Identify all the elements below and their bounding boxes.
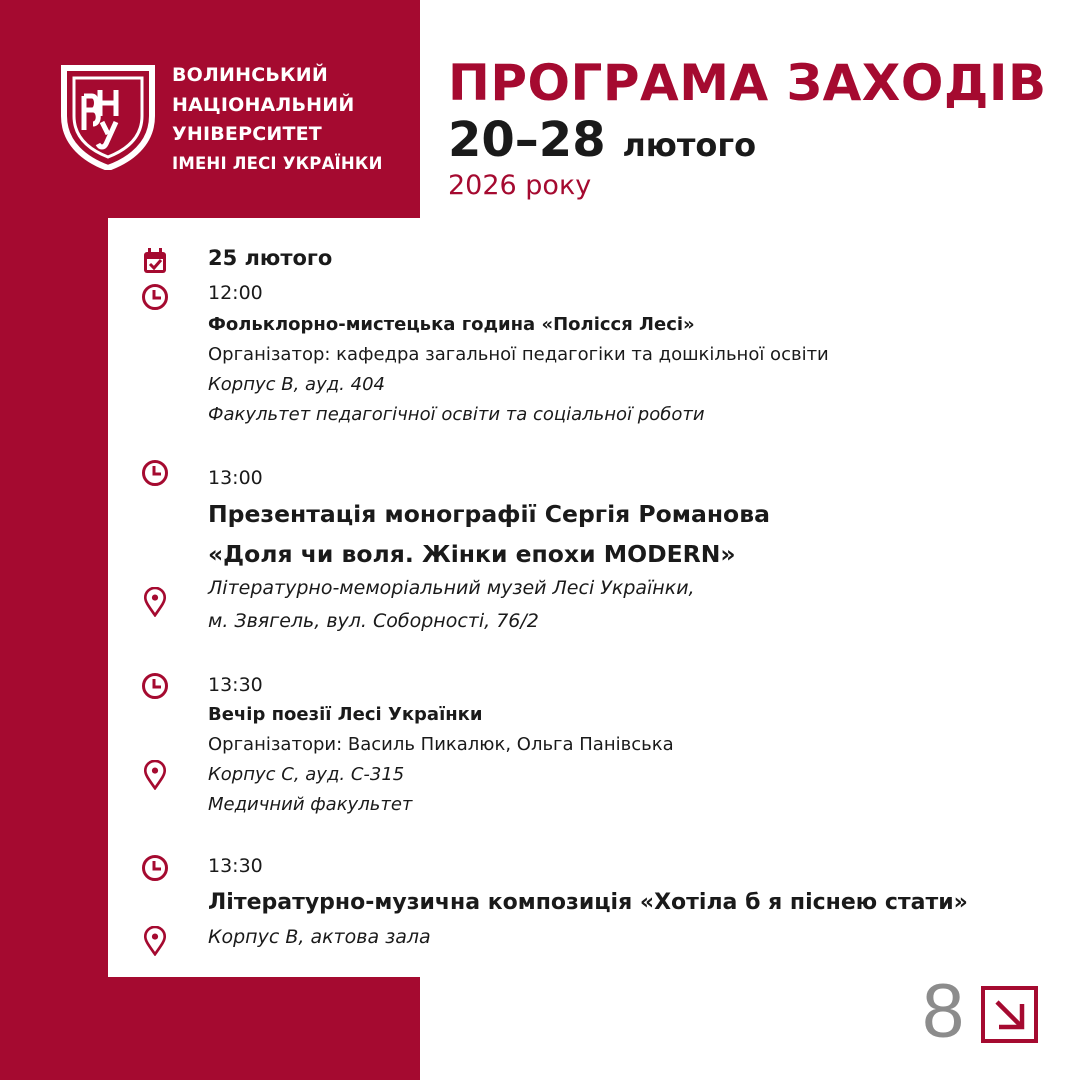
- event-2-time: 13:00: [208, 467, 263, 489]
- university-name-line-1: ВОЛИНСЬКИЙ: [172, 64, 328, 86]
- event-2-location-line-1: Літературно-меморіальний музей Лесі Українки,: [208, 577, 695, 599]
- university-name-line-2: НАЦІОНАЛЬНИЙ: [172, 94, 355, 116]
- year: 2026 року: [448, 170, 592, 201]
- clock-icon: [140, 671, 170, 701]
- event-1-title: Фольклорно-мистецька година «Полісся Лесі»: [208, 314, 695, 335]
- event-4-location: Корпус В, актова зала: [208, 926, 431, 948]
- university-logo-icon: [58, 64, 158, 170]
- location-pin-icon: [140, 760, 170, 790]
- calendar-check-icon: [140, 246, 170, 276]
- event-1-time: 12:00: [208, 282, 263, 304]
- date-range: [448, 114, 756, 171]
- day-heading: 25 лютого: [208, 246, 333, 270]
- event-4-title: Літературно-музична композиція «Хотіла б я піснею стати»: [208, 890, 968, 915]
- event-3-faculty: Медичний факультет: [208, 794, 413, 815]
- location-pin-icon: [140, 926, 170, 956]
- date-range-month: лютого: [622, 126, 757, 164]
- event-3-time: 13:30: [208, 674, 263, 696]
- event-3-location: Корпус С, ауд. С-315: [208, 764, 405, 785]
- page-title: ПРОГРАМА ЗАХОДІВ: [448, 54, 1047, 112]
- event-2-location-line-2: м. Звягель, вул. Соборності, 76/2: [208, 610, 539, 632]
- event-3-organizer: Організатори: Василь Пикалюк, Ольга Панівська: [208, 734, 674, 755]
- event-1-faculty: Факультет педагогічної освіти та соціальної роботи: [208, 404, 705, 425]
- university-name-line-4: ІМЕНІ ЛЕСІ УКРАЇНКИ: [172, 154, 383, 173]
- event-4-time: 13:30: [208, 855, 263, 877]
- arrow-down-right-icon: [985, 990, 1034, 1039]
- university-name-line-3: УНІВЕРСИТЕТ: [172, 123, 322, 145]
- event-3-title: Вечір поезії Лесі Українки: [208, 704, 483, 725]
- location-pin-icon: [140, 587, 170, 617]
- event-2-title-line-2: «Доля чи воля. Жінки епохи MODERN»: [208, 540, 736, 568]
- next-page-button[interactable]: [981, 986, 1038, 1043]
- event-2-title-line-1: Презентація монографії Сергія Романова: [208, 500, 770, 528]
- clock-icon: [140, 458, 170, 488]
- page-number: 8: [922, 969, 965, 1054]
- event-1-location: Корпус В, ауд. 404: [208, 374, 385, 395]
- event-1-organizer: Організатор: кафедра загальної педагогіки та дошкільної освіти: [208, 344, 829, 365]
- date-range-days: 20–28: [448, 112, 606, 168]
- clock-icon: [140, 853, 170, 883]
- clock-icon: [140, 282, 170, 312]
